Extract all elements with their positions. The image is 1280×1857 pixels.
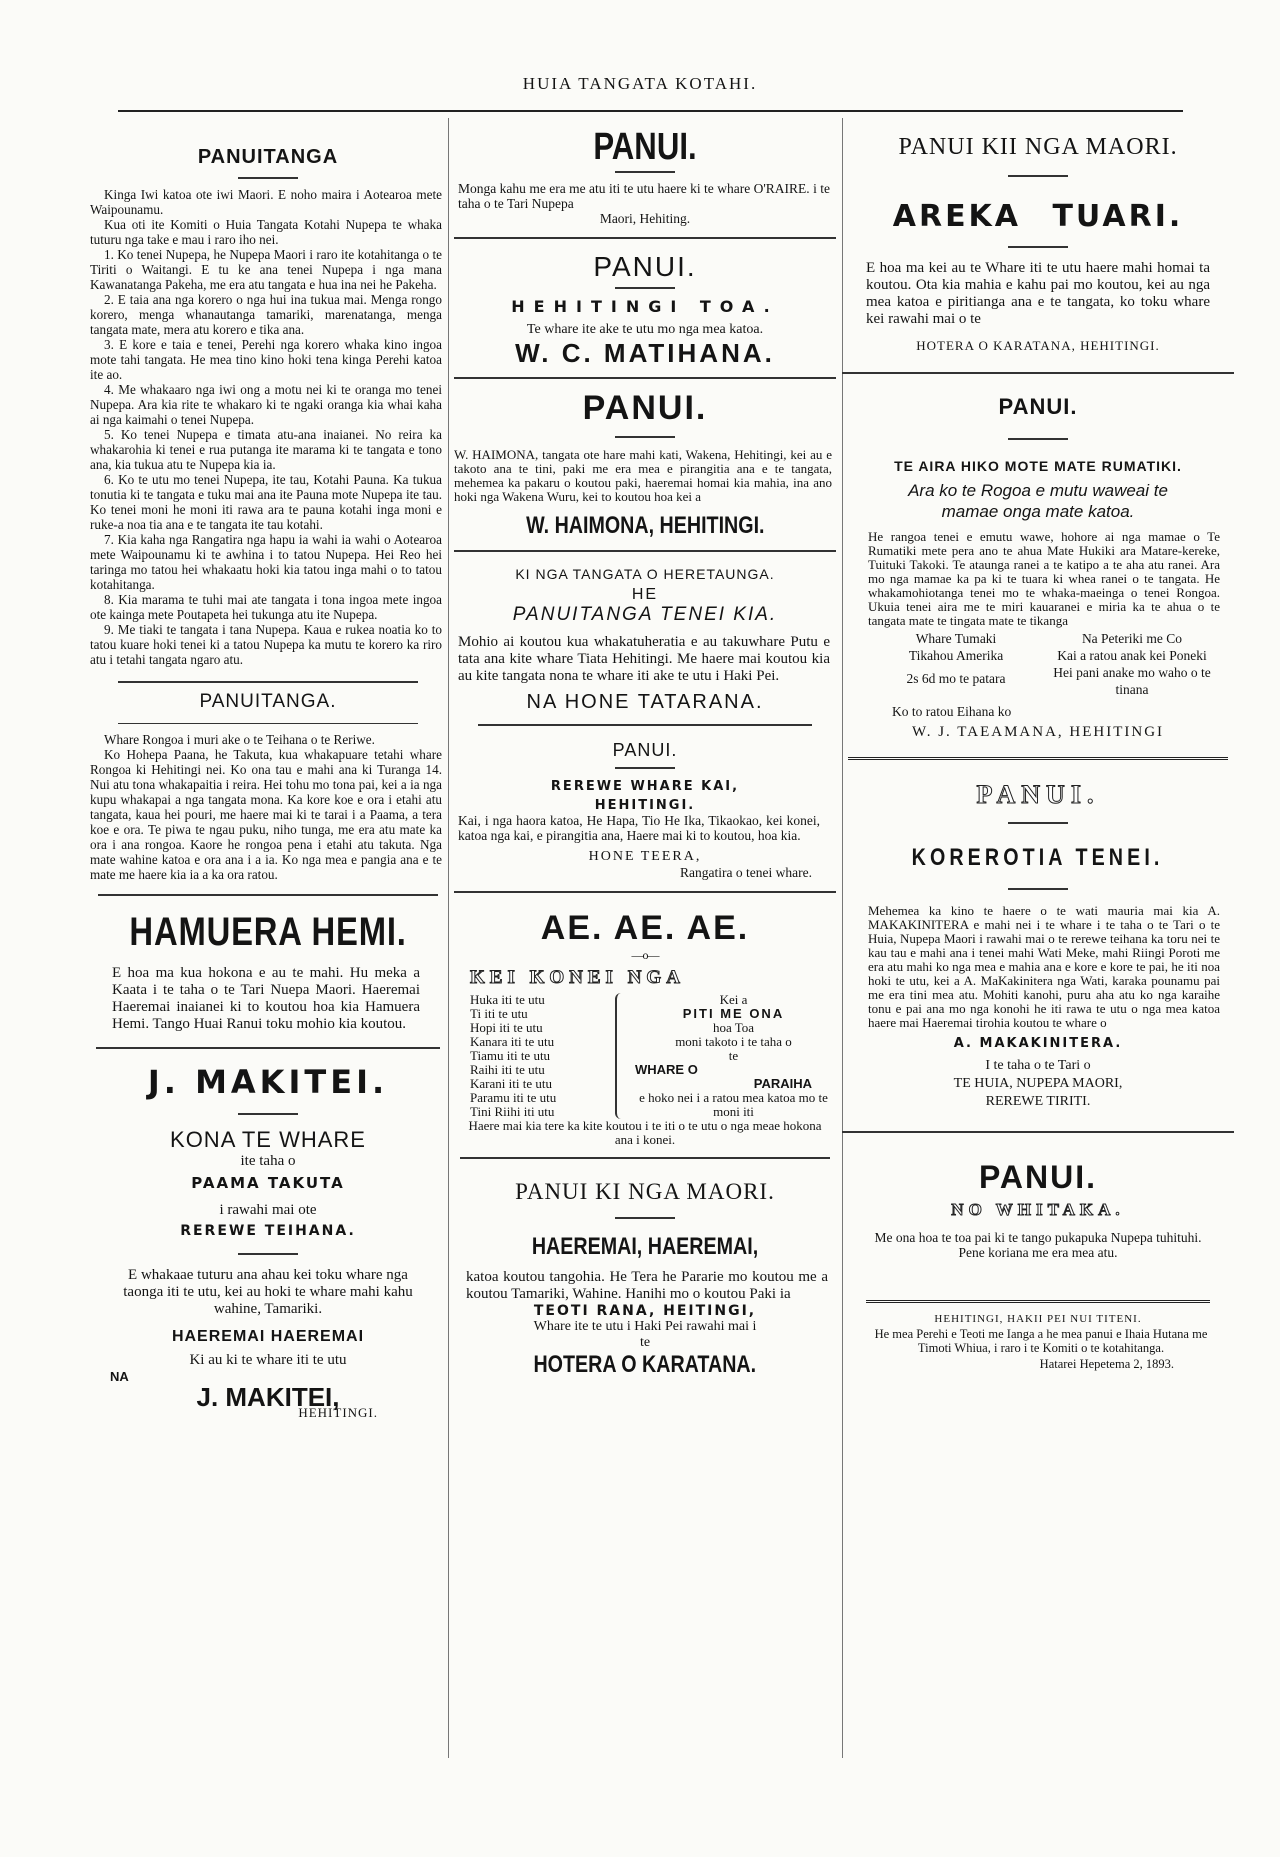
ad2-para-0: Whare Rongoa i muri ake o te Teihana o te Reriwe. xyxy=(104,732,375,747)
ad4-line3: PAAMA TAKUTA xyxy=(191,1174,345,1192)
ad7-text: katoa koutou tangohia. He Tera he Pararie mo koutou me a koutou Tamariki, Wahine. Hanihi mo o koutou Paki ia xyxy=(466,1269,828,1302)
imprint-date: Hatarei Hepetema 2, 1893. xyxy=(1039,1357,1174,1371)
list-item: Kanara iti te utu xyxy=(470,1034,555,1049)
divider xyxy=(615,287,675,289)
grid-cell: Kai a ratou anak kei Poneki xyxy=(1057,648,1207,663)
ad3-title: PANUI. xyxy=(976,780,1100,809)
ad2-text: He rangoa tenei e emutu wawe, hohore ai nga mamae o Te Rumatiki mete pera ano te ahua Mate Hukiki ara Matare-kereke, Tuituki Takoki. Te ataunga ranei a te katipo a te aha atu ranei. Ara mo nga mamae ka pa ki te tuara ki whea ranei o te tangata. He whakamohiotanga tenei mo te whaka-maeinga o tenei Rongoa. Ukuia tenei aira me te miri kauaranei e miria ka te ahua o te tangata mate te tingata mate te tikanga xyxy=(868,529,1220,628)
ad6-r8: e hoko nei i a ratou mea katoa mo te moni iti xyxy=(639,1090,828,1119)
divider xyxy=(238,1253,298,1255)
ad6-list xyxy=(448,993,842,1119)
list-item: Hopi iti te utu xyxy=(470,1020,543,1035)
ad2-title: PANUI. xyxy=(593,251,697,282)
ad4-title: J. MAKITEI. xyxy=(147,1063,389,1101)
ad4-line1: KONA TE WHARE xyxy=(170,1127,366,1152)
divider xyxy=(454,237,836,239)
ad2-italic: Ara ko te Rogoa e mutu waweai te mamae onga mate katoa. xyxy=(908,481,1168,521)
ad6-right xyxy=(635,993,832,1119)
ad4-he: HE xyxy=(631,586,659,603)
ad1-text: Monga kahu me era me atu iti te utu haere ki te whare O'RAIRE. i te taha o te Tari Nupepa xyxy=(458,181,830,211)
ad6-ornament: —o— xyxy=(631,948,659,962)
ad1-para-10: 9. Me tiaki te tangata i tana Nupepa. Kaua e rukea noatia ko to tatou kuare hoki tenei ki a tatou Nupepa ka mutu te korero ka riro atu i tetahi tangata ngaro atu. xyxy=(90,622,442,667)
divider xyxy=(238,177,298,179)
divider xyxy=(848,757,1228,760)
ad2-body xyxy=(88,732,448,882)
divider xyxy=(1008,246,1068,248)
grid-cell: Hei pani anake mo waho o te tinana xyxy=(1053,665,1211,697)
ad3-text: E hoa ma kua hokona e au te mahi. Hu meka a Kaata i te taha o te Tari Nuepa Maori. Haeremai Haeremai inaianei ki to koutou hoa kia Hamuera Hemi. Tango Huai Ranui toku mohio kia koutou. xyxy=(112,965,420,1032)
ad2-ko: Ko to ratou Eihana ko xyxy=(892,704,1012,719)
column-1 xyxy=(88,118,448,1421)
list-item: Tini Riihi iti utu xyxy=(470,1104,555,1119)
ad1-para-8: 7. Kia kaha nga Rangatira nga hapu ia wahi ia wahi o Aotearoa mete Waipounamu ki te awhina i to tatou Nupepa. Hei Reo hei taringa mo tatou hei whakaatu hoki kia tatou inga mahi o to tatou kotahitanga. xyxy=(90,532,442,592)
ad7-title: PANUI KI NGA MAORI. xyxy=(515,1179,775,1204)
ad4-line4: i rawahi mai ote xyxy=(219,1202,317,1218)
list-item: Huka iti te utu xyxy=(470,992,545,1007)
divider xyxy=(615,1217,675,1219)
divider xyxy=(454,891,836,893)
top-rule xyxy=(118,110,1183,112)
divider xyxy=(842,1131,1234,1133)
grid-cell: 2s 6d mo te patara xyxy=(906,671,1006,686)
imprint-text: He mea Perehi e Teoti me Ianga a he mea panui e Ihaia Hutana me Timoti Whiua, i raro i te Komiti o te kotahitanga. xyxy=(874,1327,1208,1355)
ad4-line5: REREWE TEIHANA. xyxy=(180,1223,356,1239)
divider xyxy=(866,1300,1210,1303)
ad2-subtitle: TE AIRA HIKO MOTE MATE RUMATIKI. xyxy=(894,458,1182,474)
ad1-para-5: 4. Me whakaaro nga iwi ong a motu nei ki te oranga mo tenei Nupepa. Ara kia rite te whakaro ki te ngaki oranga kia whai kaha ai nga kaimahi o tenei Nupepa. xyxy=(90,382,442,427)
ad7-subtitle: HAEREMAI, HAEREMAI, xyxy=(531,1233,759,1260)
divider xyxy=(454,550,836,552)
list-item: Tiamu iti te utu xyxy=(470,1048,551,1063)
ad6-tail: Haere mai kia tere ka kite koutou i te iti o te utu o nga meae hokona ana i konei. xyxy=(468,1118,822,1147)
ad3-l1: I te taha o te Tari o xyxy=(985,1058,1091,1073)
ad6-r3: hoa Toa xyxy=(712,1020,755,1035)
divider xyxy=(98,894,438,896)
ad1-text: E hoa ma kei au te Whare iti te utu haere mahi homai ta koutou. Ota kia mahia e kahu pai mo koutou, kei au nga mea katoa e piritianga ana e te tangata, ko toku whare kei rawahi mai o te xyxy=(866,260,1210,327)
ad5-text: Kai, i nga haora katoa, He Hapa, Tio He Ika, Tikaokao, kei konei, katoa nga kai, e pirangitia ana, Haere mai ki to koutou, hoa kia. xyxy=(458,813,820,843)
ad5-subtitle-2: HEHITINGI. xyxy=(594,798,696,813)
imprint-title: HEHITINGI, HAKII PEI NUI TITENI. xyxy=(934,1313,1142,1325)
ad1-para-2: 1. Ko tenei Nupepa, he Nupepa Maori i raro ite kotahitanga o te Tiriti o Waitangi. E tu ke ana tenei Nupepa i nga mana Kawanatanga Pakeha, me era atu tangata e hua ina nei he Pakeha. xyxy=(90,247,442,292)
ad4-na: NA xyxy=(110,1369,129,1384)
grid-cell: Whare Tumaki xyxy=(915,631,997,646)
brace xyxy=(615,993,629,1119)
divider xyxy=(460,1157,830,1159)
ad4-subtitle: NO WHITAKA. xyxy=(951,1200,1125,1219)
ad6-r6: WHARE O xyxy=(635,1062,698,1077)
ad1-para-1: Kua oti ite Komiti o Huia Tangata Kotahi Nupepa te whaka tuturu nga take e mau i raro iho nei. xyxy=(90,217,442,247)
ad2-name: W. C. MATIHANA. xyxy=(515,338,775,368)
ad6-r7: PARAIHA xyxy=(753,1076,812,1091)
grid-cell: Tikahou Amerika xyxy=(908,648,1004,663)
divider xyxy=(96,1047,440,1049)
ad1-title: PANUI. xyxy=(593,126,697,168)
ad3-l2: TE HUIA, NUPEPA MAORI, xyxy=(953,1076,1123,1091)
ad5-role: Rangatira o tenei whare. xyxy=(680,865,812,880)
ad1-hotel: HOTERA O KARATANA, HEHITINGI. xyxy=(916,338,1160,353)
list-item: Paramu iti te utu xyxy=(470,1090,557,1105)
ad2-para-1: Ko Hohepa Paana, he Takuta, kua whakapuare tetahi whare Rongoa ki Hehitingi nei. Ko ona tau e mahi ana ki Turanga 14. Nui atu tona whakapaitia i reira. Hei tohu mo tona pai, kei a ia nga kupu whakapai a nga tangata mona. Ka kore koe e ora i etahi atu tangata, kaua hei pouri, me haere mai ki te tarai i a Paama, a tera koe e ora. Te piwa te ngau puku, niho tunga, me era atu mate ka ora i ana rongoa. Kaore he rongoa pena i etahi atu takuta. Nga mate wahine katoa e ora ana i a ia. Ko nga mea e pangia ana e te mate me haere kia ia a ka ora ratou. xyxy=(90,747,442,882)
list-item: Ti iti te utu xyxy=(470,1006,528,1021)
list-item: Raihi iti te utu xyxy=(470,1062,545,1077)
ad4-name: NA HONE TATARANA. xyxy=(526,691,764,713)
ad3-title: PANUI. xyxy=(582,389,708,427)
divider xyxy=(615,436,675,438)
ad2-name: W. J. TAEAMANA, HEHITINGI xyxy=(911,724,1165,740)
ad4-place: HEHITINGI. xyxy=(298,1405,378,1420)
ad6-items xyxy=(470,993,615,1119)
ad4-subtitle: PANUITANGA TENEI KIA. xyxy=(512,604,778,625)
ad7-hotel: HOTERA O KARATANA. xyxy=(533,1351,757,1378)
divider xyxy=(1008,438,1068,440)
column-3 xyxy=(842,118,1234,1372)
divider xyxy=(454,377,836,379)
ad6-r2: PITI ME ONA xyxy=(682,1006,785,1021)
ad3-title: HAMUERA HEMI. xyxy=(129,910,407,954)
masthead: HUIA TANGATA KOTAHI. xyxy=(522,74,758,93)
ad1-big: AREKA TUARI. xyxy=(892,199,1184,234)
ad4-title: PANUI. xyxy=(978,1159,1098,1195)
ad1-para-6: 5. Ko tenei Nupepa e timata atu-ana inaianei. No reira ka whakarohia ki tenei e rua putanga ite marama ki te tangata e tono ana, kia tukua atu te Nupepa kia ia. xyxy=(90,427,442,472)
divider xyxy=(615,767,675,769)
ad6-subtitle: KEI KONEI NGA xyxy=(470,967,685,988)
ad5-subtitle-1: REREWE WHARE KAI, xyxy=(550,779,740,794)
ad5-title: PANUI. xyxy=(612,740,678,760)
ad1-title: PANUI KII NGA MAORI. xyxy=(898,134,1178,160)
divider xyxy=(118,723,418,724)
ad4-ki: Ki au ki te whare iti te utu xyxy=(189,1352,347,1368)
ad1-para-0: Kinga Iwi katoa ote iwi Maori. E noho maira i Aotearoa mete Waipounamu. xyxy=(90,187,442,217)
ad3-subtitle: KOREROTIA TENEI. xyxy=(912,844,1164,871)
ad2-subtitle: HEHITINGI TOA. xyxy=(511,297,779,316)
ad4-title: KI NGA TANGATA O HERETAUNGA. xyxy=(515,566,775,582)
ad4-haere: HAEREMAI HAEREMAI xyxy=(171,1328,365,1345)
ad4-text: Me ona hoa te toa pai ki te tango pukapuka Nupepa tuhituhi. Pene koriana me era mea atu. xyxy=(874,1230,1202,1260)
divider xyxy=(615,171,675,173)
ad1-tail: Maori, Hehiting. xyxy=(599,211,691,226)
ad3-text: Mehemea ka kino te haere o te wati mauria mai kia A. MAKAKINITERA e mahi nei i te whare i te taha o te Tari o te Huia, Nupepa Maori i rawahi mai o te rerewe teihana ka toru nei te kau tau e mahi ana i tenei mahi Wati Meke, mahi Riingi Poroti me era atu mahi ko nga mea e mahia ana e kore e kore te pai, he iti noa hoki te utu, kei a A. MaKakinitera nga Wati, karaka pounamu pai me era tini mea atu. Mohiti kanohi, puru aha atu ko nga karaihe tonu e pai ana mo nga konohi he iti rawa te utu o nga mea katoa haere mai Haeremai tirohia koutou te whare o xyxy=(868,903,1220,1030)
ad1-para-9: 8. Kia marama te tuhi mai ate tangata i tona ingoa mete ingoa ote kainga mete Poutapeta hei tukunga atu ite Nupepa. xyxy=(90,592,442,622)
divider xyxy=(1008,888,1068,890)
ad2-title: PANUITANGA. xyxy=(199,691,337,712)
ad6-r4: moni takoto i te taha o xyxy=(675,1034,792,1049)
divider xyxy=(1008,175,1068,177)
ad1-para-7: 6. Ko te utu mo tenei Nupepa, ite tau, Kotahi Pauna. Ka tukua tonutia ki te tangata e tuku mai ana ite Pauna mote Nupepa ite tau. Ko tenei moni he moni iti rawa ara te pauna kotahi inga moni e ruke-a noa tia ana e te tangata ite tau kotahi. xyxy=(90,472,442,532)
ad2-text: Te whare ite ake te utu mo nga mea katoa. xyxy=(526,322,764,337)
ad1-title: PANUITANGA xyxy=(197,146,339,168)
ad3-l3: REREWE TIRITI. xyxy=(985,1094,1091,1109)
ad6-r1: Kei a xyxy=(719,992,748,1007)
ad3-name: A. MAKAKINITERA. xyxy=(953,1036,1123,1051)
ad2-grid xyxy=(842,628,1234,698)
ad6-title: AE. AE. AE. xyxy=(540,909,750,947)
divider xyxy=(842,372,1234,374)
ad7-name: TEOTI RANA, HEITINGI, xyxy=(533,1303,757,1319)
ad4-signature: J. MAKITEI, xyxy=(196,1382,340,1412)
ad1-para-4: 3. E kore e taia e tenei, Perehi nga korero whaka kino ingoa mote tahi tangata. He mea tino kino hoki tena kinga Perehi katoa ite ao. xyxy=(90,337,442,382)
divider xyxy=(1008,822,1068,824)
ad4-text: E whakaae tuturu ana ahau kei toku whare nga taonga iti te utu, kei au hoki te whare mahi kahu wahine, Tamariki. xyxy=(123,1267,413,1317)
ad3-text: W. HAIMONA, tangata ote hare mahi kati, Wakena, Hehitingi, kei au e takoto ana te tini, paki me era mea e pirangitia ana e te tangata, mehemea ka pakaru o koutou paki, haeremai homai kia mahia, ina ano hoki nga Wakena Wuru, kei to koutou hoa kei a xyxy=(454,447,832,504)
ad5-name: HONE TEERA, xyxy=(588,849,702,864)
ad4-text: Mohio ai koutou kua whakatuheratia e au takuwhare Putu e tata ana kite whare Tiata Hehitingi. Me haere mai koutou kia au kite tangata nona te whare iti ake te utu i Haki Pei. xyxy=(458,634,830,684)
ad1-para-3: 2. E taia ana nga korero o nga hui ina tukua mai. Menga rongo korero, menga whanautanga tamariki, marenatanga, menga tangata mate, mera atu korero e tika ana. xyxy=(90,292,442,337)
ad2-title: PANUI. xyxy=(998,394,1078,419)
ad6-r5: te xyxy=(728,1048,739,1063)
ad1-body xyxy=(88,187,448,667)
column-2 xyxy=(448,118,842,1379)
ad4-line2: ite taha o xyxy=(240,1153,296,1169)
divider xyxy=(238,1113,298,1115)
divider xyxy=(118,681,418,683)
list-item: Karani iti te utu xyxy=(470,1076,552,1091)
divider xyxy=(478,724,812,726)
ad7-line: Whare ite te utu i Haki Pei rawahi mai i te xyxy=(533,1319,757,1350)
ad3-name: W. HAIMONA, HEHITINGI. xyxy=(525,512,765,539)
grid-cell: Na Peteriki me Co xyxy=(1081,631,1183,646)
